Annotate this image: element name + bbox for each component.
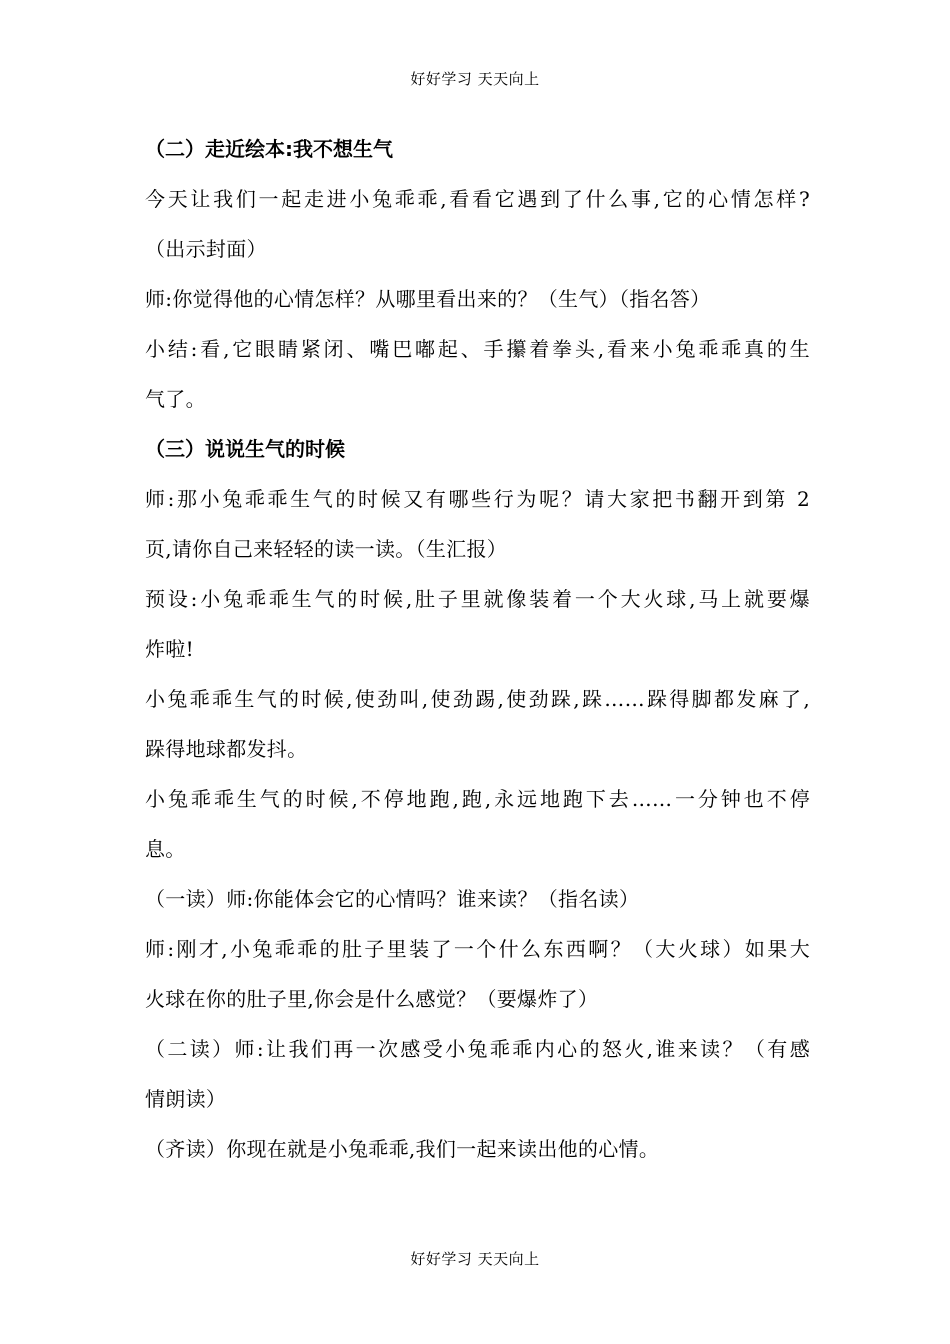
paragraph-line: 师:那小兔乖乖生气的时候又有哪些行为呢？请大家把书翻开到第 2	[145, 487, 810, 511]
paragraph-line: 师:刚才,小兔乖乖的肚子里装了一个什么东西啊？（大火球）如果大	[145, 937, 810, 961]
paragraph-line: 小兔乖乖生气的时候,不停地跑,跑,永远地跑下去……一分钟也不停	[145, 787, 810, 811]
document-body	[145, 133, 810, 1183]
paragraph-line: 今天让我们一起走进小兔乖乖,看看它遇到了什么事,它的心情怎样?	[145, 187, 810, 211]
paragraph-line: 气了。	[145, 387, 206, 411]
section-heading: （三）说说生气的时候	[145, 437, 345, 461]
paragraph-line: （一读）师:你能体会它的心情吗？谁来读？（指名读）	[145, 887, 640, 911]
paragraph-line: 预设:小兔乖乖生气的时候,肚子里就像装着一个大火球,马上就要爆	[145, 587, 810, 611]
paragraph-line: 炸啦!	[145, 637, 194, 661]
paragraph-line: 小兔乖乖生气的时候,使劲叫,使劲踢,使劲跺,跺……跺得脚都发麻了,	[145, 687, 810, 711]
paragraph-line: 小结:看,它眼睛紧闭、嘴巴嘟起、手攥着拳头,看来小兔乖乖真的生	[145, 337, 810, 361]
page-header: 好好学习 天天向上	[410, 70, 540, 88]
paragraph-line: （出示封面）	[145, 237, 267, 261]
paragraph-line: 师:你觉得他的心情怎样？从哪里看出来的？（生气）（指名答）	[145, 287, 711, 311]
paragraph-line: 火球在你的肚子里,你会是什么感觉？（要爆炸了）	[145, 987, 599, 1011]
page-footer: 好好学习 天天向上	[410, 1250, 540, 1268]
section-heading: （二）走近绘本:我不想生气	[145, 137, 393, 161]
paragraph-line: 情朗读）	[145, 1087, 227, 1111]
paragraph-line: （二读）师:让我们再一次感受小兔乖乖内心的怒火,谁来读？（有感	[145, 1037, 810, 1061]
paragraph-line: 息。	[145, 837, 186, 861]
paragraph-line: （齐读）你现在就是小兔乖乖,我们一起来读出他的心情。	[145, 1137, 660, 1161]
paragraph-line: 页,请你自己来轻轻的读一读。（生汇报）	[145, 537, 508, 561]
paragraph-line: 跺得地球都发抖。	[145, 737, 308, 761]
